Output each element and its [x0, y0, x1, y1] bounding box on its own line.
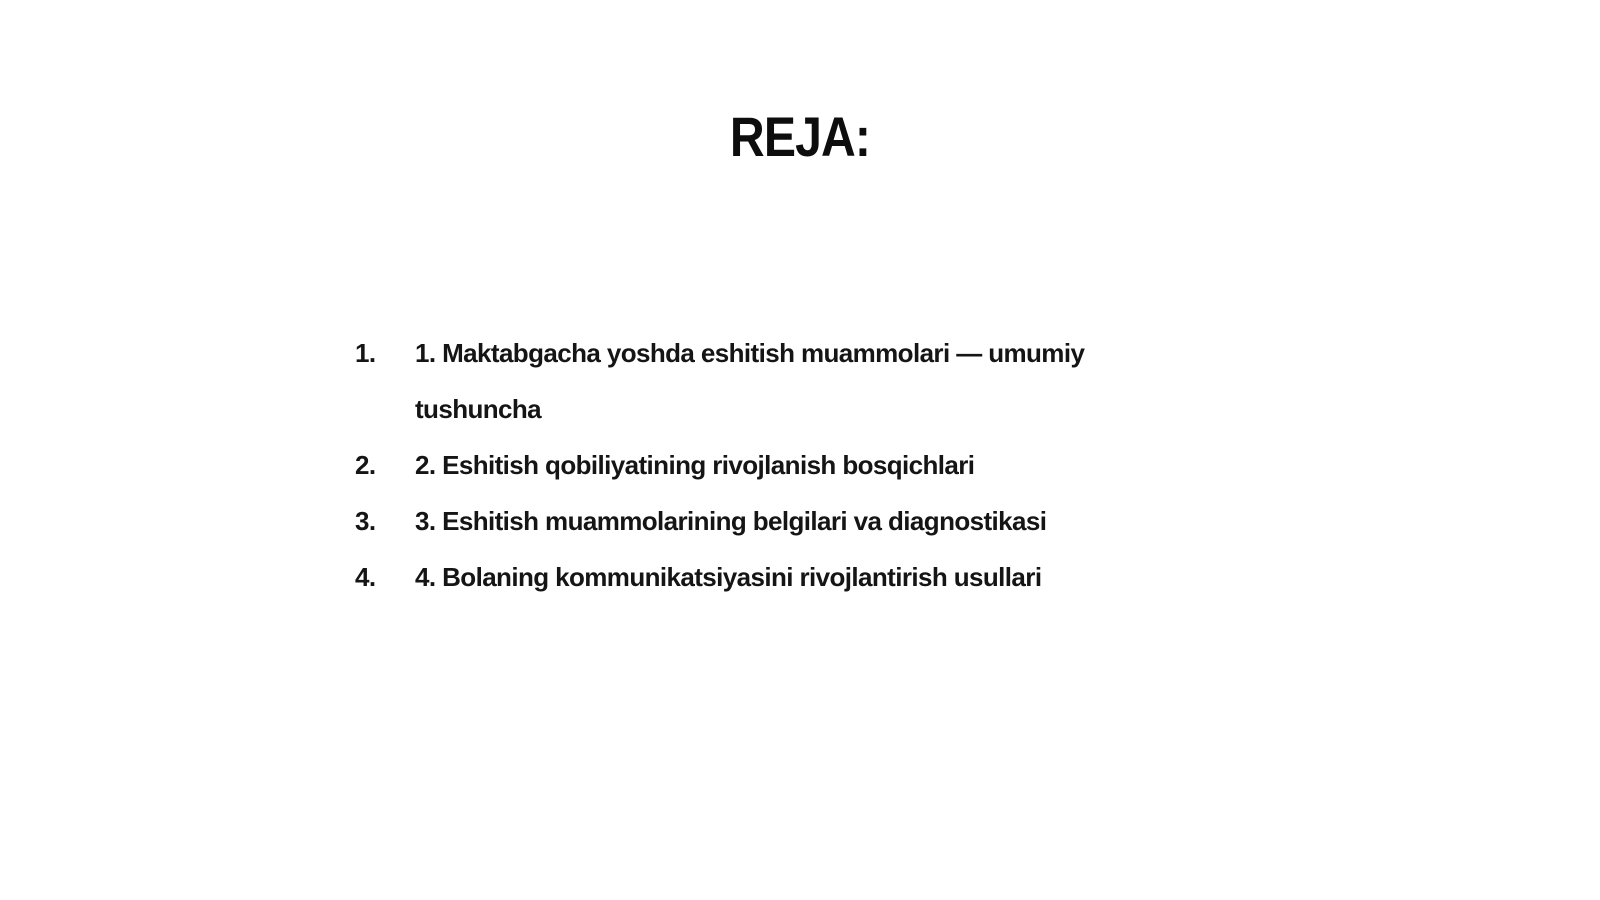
- list-item-number: 2.: [355, 450, 376, 480]
- list-item-text: 4. Bolaning kommunikatsiyasini rivojlantirish usullari: [415, 562, 1042, 592]
- list-item-text: 3. Eshitish muammolarining belgilari va diagnostikasi: [415, 506, 1047, 536]
- list-item-number: 1.: [355, 338, 376, 368]
- list-item-number: 4.: [355, 562, 376, 592]
- list-item: [355, 437, 1115, 493]
- list-item-text: 1. Maktabgacha yoshda eshitish muammolari — umumiy tushuncha: [415, 338, 1085, 424]
- plan-list: [355, 325, 1115, 605]
- list-item: [355, 549, 1115, 605]
- list-item-text: 2. Eshitish qobiliyatining rivojlanish bosqichlari: [415, 450, 975, 480]
- list-item: [355, 325, 1115, 437]
- list-item-number: 3.: [355, 506, 376, 536]
- list-item: [355, 493, 1115, 549]
- slide-title: REJA:: [729, 105, 871, 168]
